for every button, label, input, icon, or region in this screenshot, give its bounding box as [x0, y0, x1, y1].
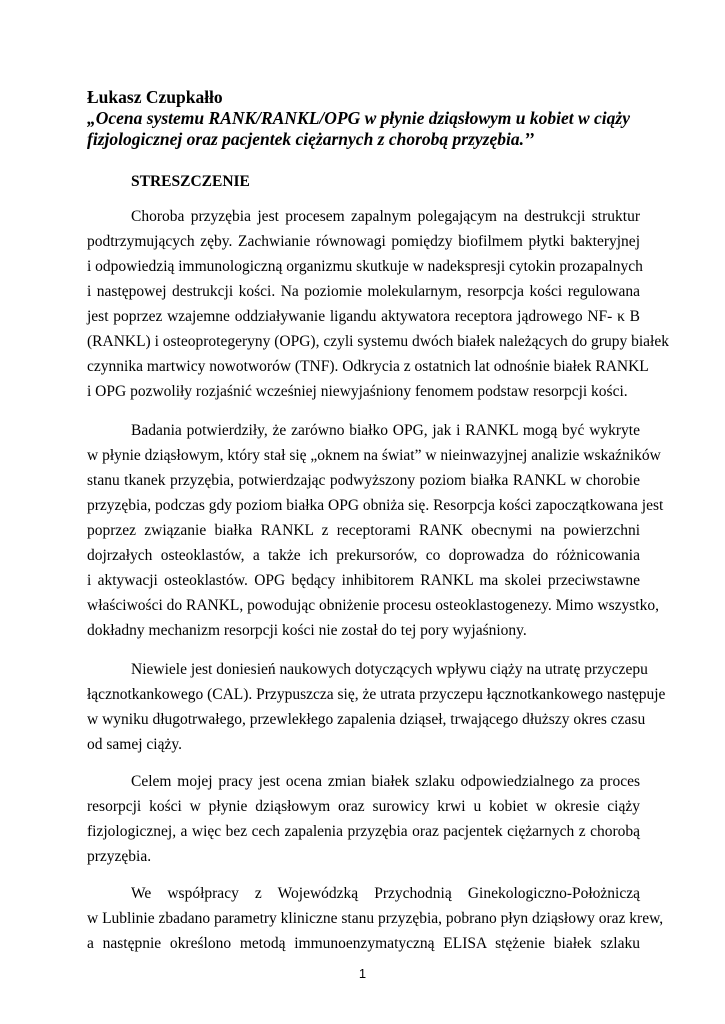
- body-line: czynnika martwicy nowotworów (TNF). Odkrycia z ostatnich lat odnośnie białek RANKL: [87, 358, 649, 375]
- body-line: w wyniku długotrwałego, przewlekłego zapalenia dziąseł, trwającego dłuższy okres czasu: [87, 711, 646, 728]
- title-line: „Ocena systemu RANK/RANKL/OPG w płynie dziąsłowym u kobiet w ciąży: [87, 108, 630, 128]
- body-line: przyzębia, podczas gdy poziom białka OPG obniża się. Resorpcja kości zapoczątkowana jest: [87, 497, 664, 514]
- body-line: Niewiele jest doniesień naukowych dotyczących wpływu ciąży na utratę przyczepu: [131, 661, 648, 678]
- body-line: od samej ciąży.: [87, 736, 182, 753]
- body-line: a następnie określono metodą immunoenzymatyczną ELISA stężenie białek szlaku: [87, 935, 640, 952]
- body-line: właściwości do RANKL, powodując obniżenie procesu osteoklastogenezy. Mimo wszystko,: [87, 597, 659, 614]
- body-line: (RANKL) i osteoprotegeryny (OPG), czyli systemu dwóch białek należących do grupy białek: [87, 333, 669, 350]
- body-line: i aktywacji osteoklastów. OPG będący inhibitorem RANKL ma skolei przeciwstawne: [87, 572, 640, 589]
- body-line: i OPG pozwoliły rozjaśnić wcześniej niewyjaśniony fenomem podstaw resorpcji kości.: [87, 383, 628, 400]
- body-line: stanu tkanek przyzębia, potwierdzając podwyższony poziom białka RANKL w chorobie: [87, 472, 640, 489]
- body-line: przyzębia.: [87, 848, 152, 865]
- body-line: We współpracy z Wojewódzką Przychodnią Ginekologiczno-Położniczą: [131, 885, 640, 902]
- body-line: fizjologicznej, a więc bez cech zapalenia przyzębia oraz pacjentek ciężarnych z chorobą: [87, 823, 640, 840]
- body-line: i odpowiedzią immunologiczną organizmu skutkuje w nadekspresji cytokin prozapalnych: [87, 258, 643, 275]
- body-line: Badania potwierdziły, że zarówno białko OPG, jak i RANKL mogą być wykryte: [131, 422, 640, 439]
- author-name: Łukasz Czupkałło: [87, 87, 223, 107]
- page-number: 1: [358, 966, 367, 981]
- body-line: jest poprzez wzajemne oddziaływanie ligandu aktywatora receptora jądrowego NF- κ B: [87, 308, 640, 325]
- body-line: poprzez związanie białka RANKL z receptorami RANK obecnymi na powierzchni: [87, 522, 640, 539]
- body-line: resorpcji kości w płynie dziąsłowym oraz surowicy krwi u kobiet w okresie ciąży: [87, 798, 640, 815]
- body-line: podtrzymujących zęby. Zachwianie równowagi pomiędzy biofilmem płytki bakteryjnej: [87, 233, 640, 250]
- body-line: dokładny mechanizm resorpcji kości nie został do tej pory wyjaśniony.: [87, 622, 527, 639]
- body-line: łącznotkankowego (CAL). Przypuszcza się, że utrata przyczepu łącznotkankowego następuje: [87, 686, 666, 703]
- body-line: Choroba przyzębia jest procesem zapalnym polegającym na destrukcji struktur: [131, 208, 640, 225]
- body-line: i następowej destrukcji kości. Na poziomie molekularnym, resorpcja kości regulowana: [87, 283, 640, 300]
- section-heading: STRESZCZENIE: [131, 173, 250, 190]
- body-line: dojrzałych osteoklastów, a także ich prekursorów, co doprowadza do różnicowania: [87, 547, 640, 564]
- body-line: w płynie dziąsłowym, który stał się „oknem na świat” w nieinwazyjnej analizie wskaźników: [87, 447, 661, 464]
- body-line: Celem mojej pracy jest ocena zmian białek szlaku odpowiedzialnego za proces: [131, 773, 640, 790]
- title-line: fizjologicznej oraz pacjentek ciężarnych z chorobą przyzębia.’’: [87, 129, 535, 149]
- body-line: w Lublinie zbadano parametry kliniczne stanu przyzębia, pobrano płyn dziąsłowy oraz krew,: [87, 910, 664, 927]
